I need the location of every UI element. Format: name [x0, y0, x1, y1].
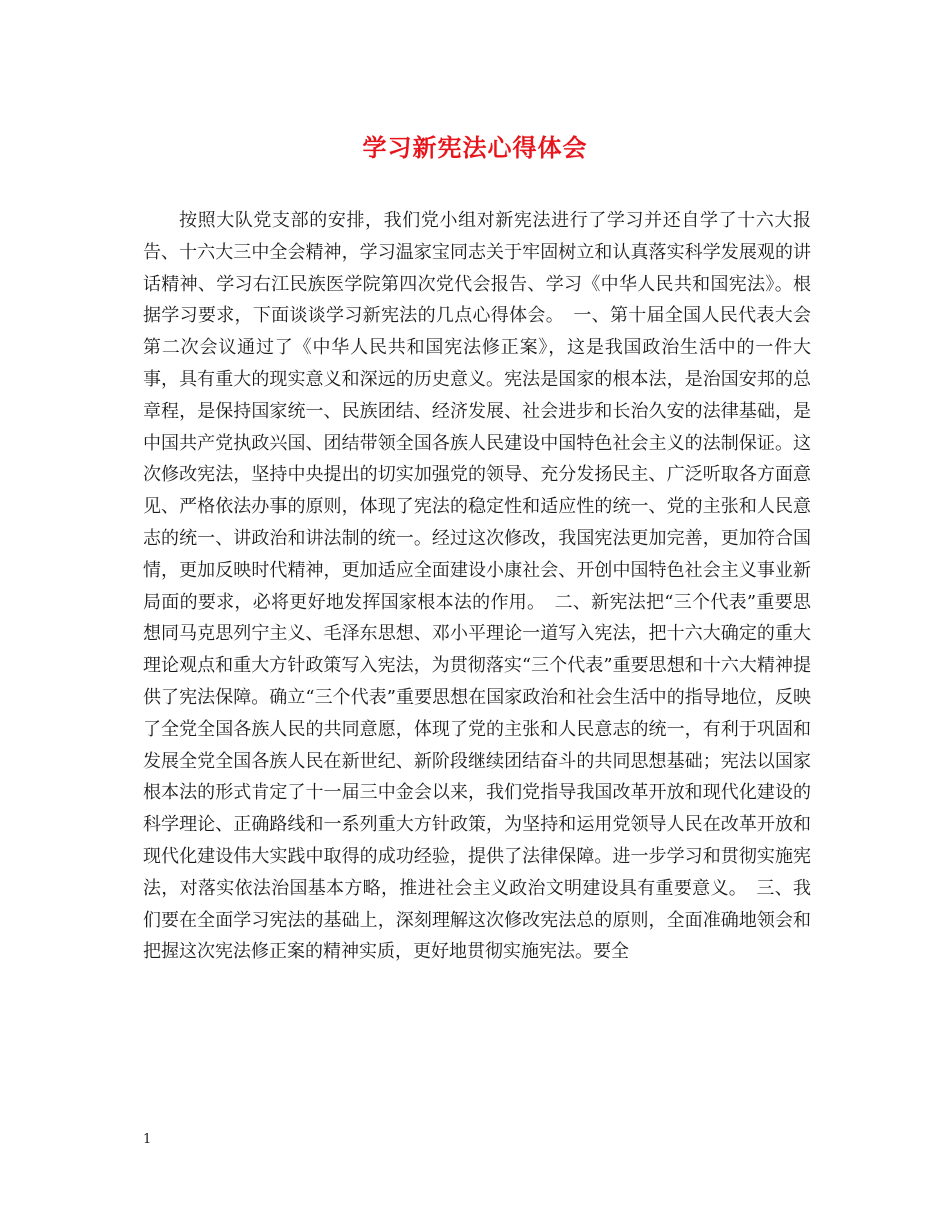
page-number: 1	[143, 1132, 152, 1147]
document-title: 学习新宪法心得体会	[362, 133, 588, 162]
body-paragraph: 按照大队党支部的安排，我们党小组对新宪法进行了学习并还自学了十六大报告、十六大三中全会精神，学习温家宝同志关于牢固树立和认真落实科学发展观的讲话精神、学习右江民族医学院第四次党代会报告、学习《中华人民共和国宪法》。根据学习要求，下面谈谈学习新宪法的几点心得体会。 一、第十届全国人民代表大会第二次会议通过了《中华人民共和国宪法修正案》，这是我国政治生活中的一件大事，具有重大的现实意义和深远的历史意义。宪法是国家的根本法，是治国安邦的总章程，是保持国家统一、民族团结、经济发展、社会进步和长治久安的法律基础，是中国共产党执政兴国、团结带领全国各族人民建设中国特色社会主义的法制保证。这次修改宪法，坚持中央提出的切实加强党的领导、充分发扬民主、广泛听取各方面意见、严格依法办事的原则，体现了宪法的稳定性和适应性的统一、党的主张和人民意志的统一、讲政治和讲法制的统一。经过这次修改，我国宪法更加完善，更加符合国情，更加反映时代精神，更加适应全面建设小康社会、开创中国特色社会主义事业新局面的要求，必将更好地发挥国家根本法的作用。 二、新宪法把“三个代表”重要思想同马克思列宁主义、毛泽东思想、邓小平理论一道写入宪法，把十六大确定的重大理论观点和重大方针政策写入宪法，为贯彻落实“三个代表”重要思想和十六大精神提供了宪法保障。确立“三个代表”重要思想在国家政治和社会生活中的指导地位，反映了全党全国各族人民的共同意愿，体现了党的主张和人民意志的统一，有利于巩固和发展全党全国各族人民在新世纪、新阶段继续团结奋斗的共同思想基础；宪法以国家根本法的形式肯定了十一届三中金会以来，我们党指导我国改革开放和现代化建设的科学理论、正确路线和一系列重大方针政策，为坚持和运用党领导人民在改革开放和现代化建设伟大实践中取得的成功经验，提供了法律保障。进一步学习和贯彻实施宪法，对落实依法治国基本方略，推进社会主义政治文明建设具有重要意义。 三、我们要在全面学习宪法的基础上，深刻理解这次修改宪法总的原则，全面准确地领会和把握这次宪法修正案的精神实质，更好地贯彻实施宪法。要全	[143, 210, 811, 963]
